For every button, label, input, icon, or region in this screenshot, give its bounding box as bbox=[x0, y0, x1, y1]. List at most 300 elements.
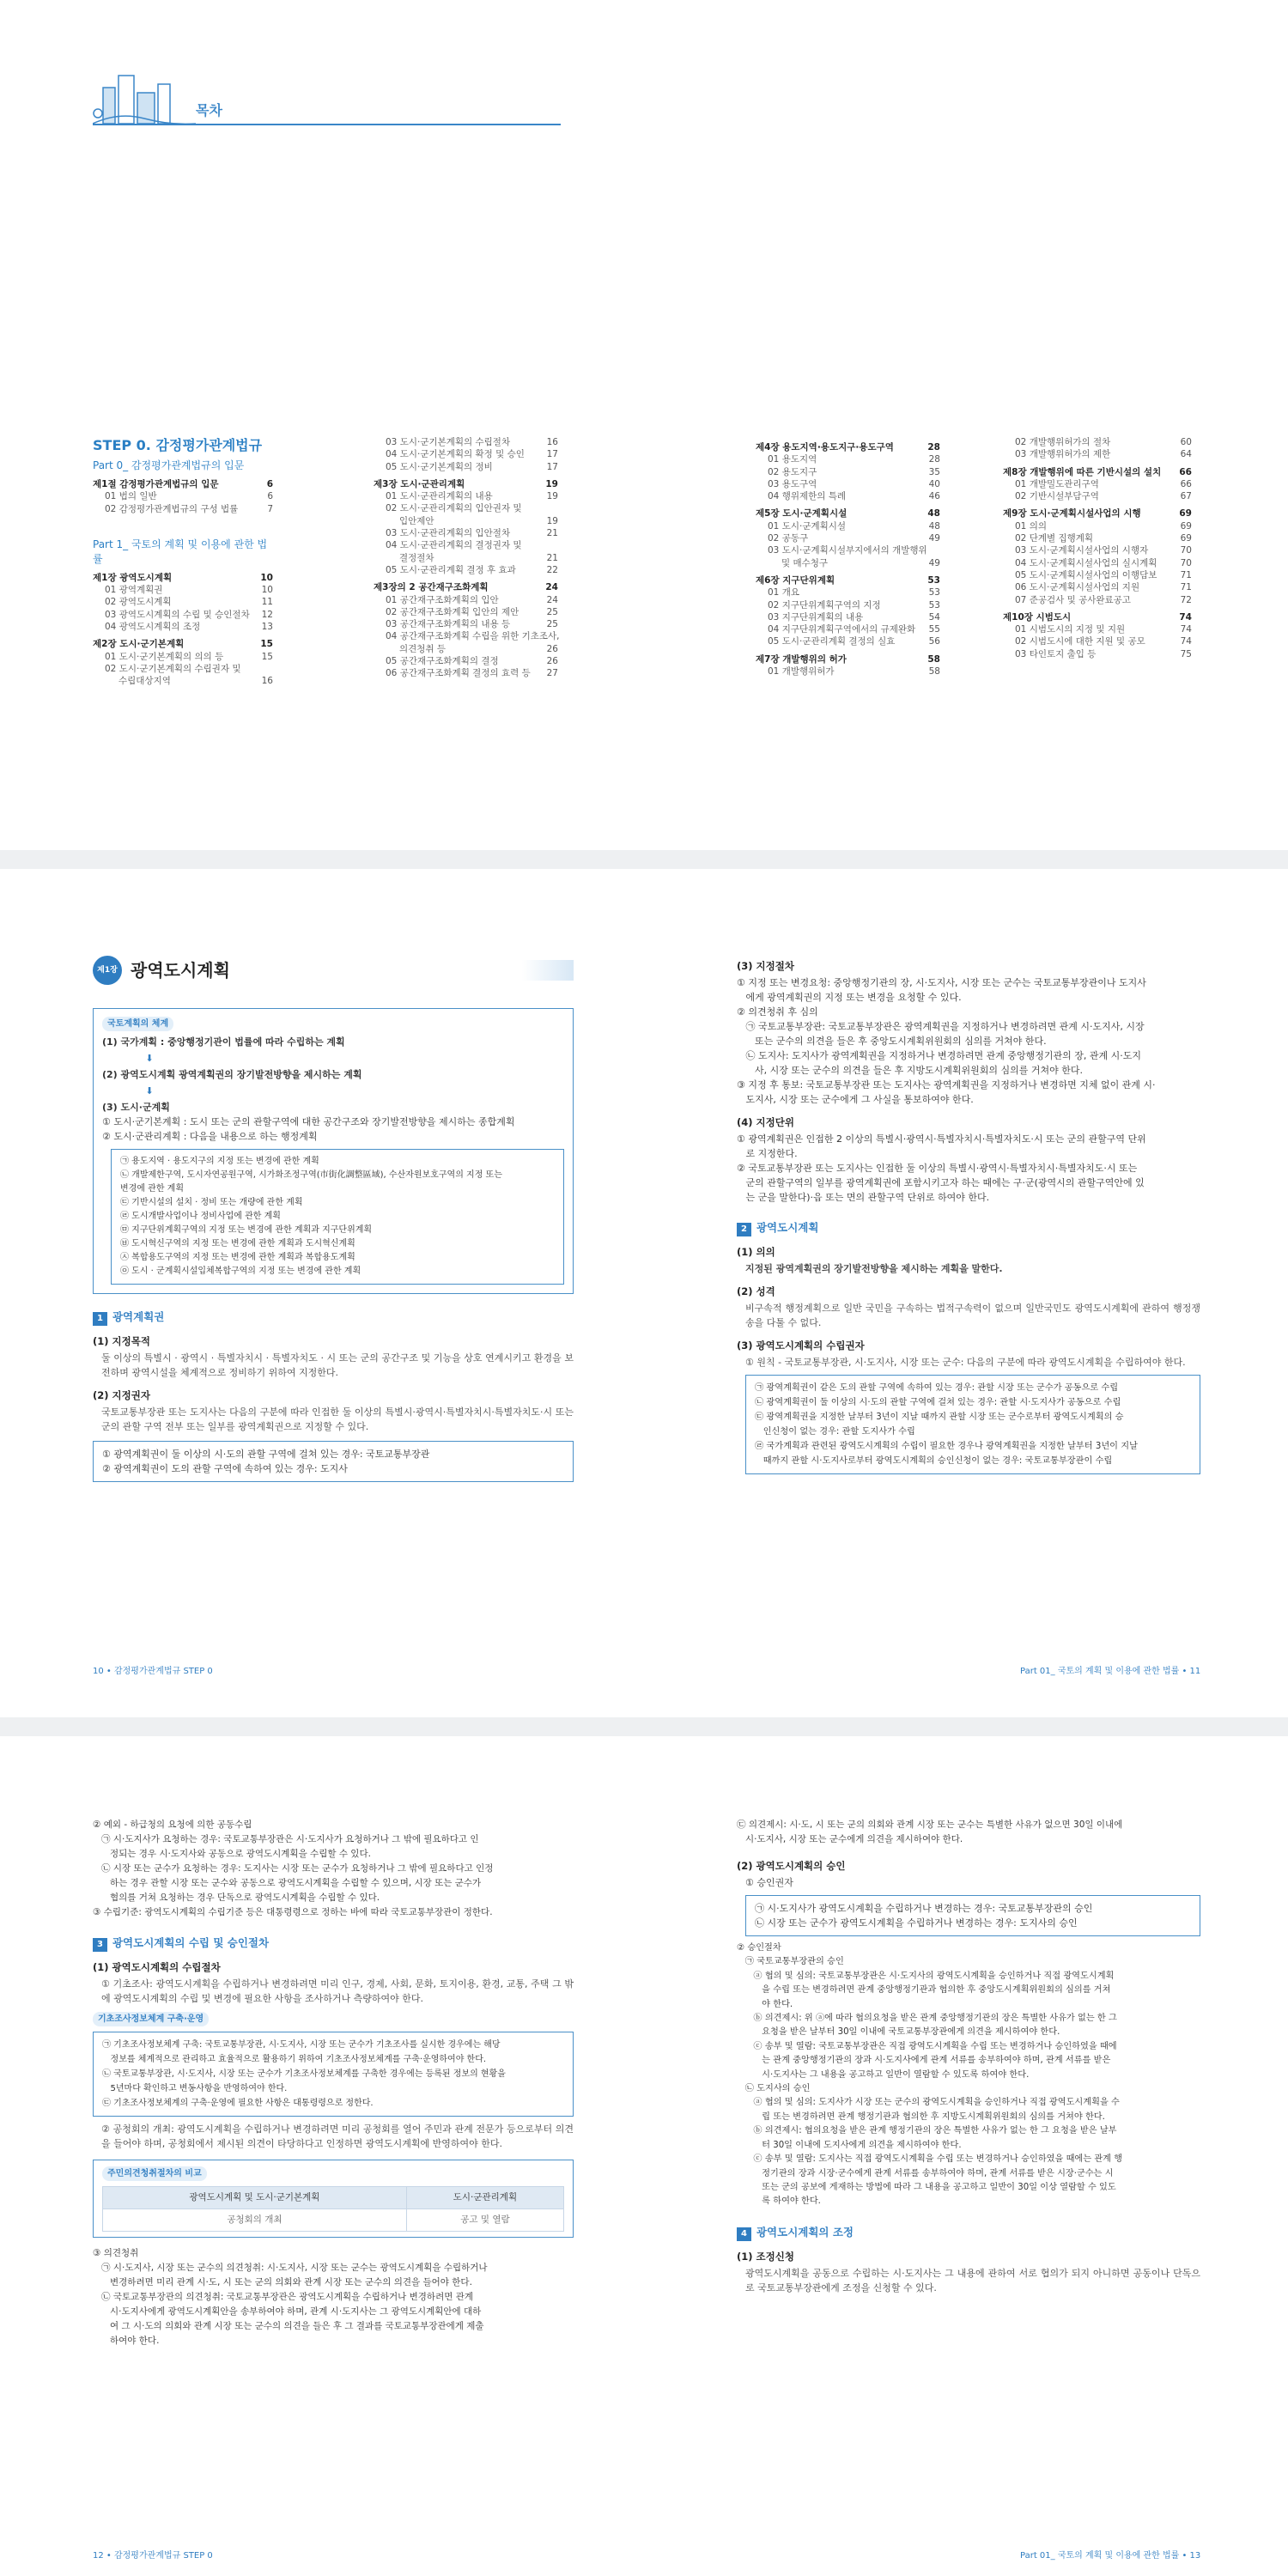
toc-section[interactable] bbox=[374, 502, 558, 514]
toc-page-number: 26 bbox=[546, 656, 558, 667]
toc-label: 04 도시·군관리계획의 결정권자 및 bbox=[386, 540, 522, 551]
toc-label: 02 감정평가관계법규의 구성 법률 bbox=[105, 503, 239, 514]
exception-list bbox=[93, 1818, 574, 1920]
toc-label: 제1절 감정평가관계법규의 입문 bbox=[93, 479, 219, 489]
toc-page-number: 74 bbox=[1180, 636, 1192, 647]
paragraph: 지정된 광역계획권의 장기발전방향을 제시하는 계획을 말한다. bbox=[745, 1263, 1003, 1274]
toc-section[interactable] bbox=[374, 527, 558, 539]
toc-section[interactable] bbox=[1003, 623, 1192, 635]
authority-line: ㉣ 국가계획과 관련된 광역도시계획의 수립이 필요한 경우나 광역계획권을 지정한 날부터 3년이 지날 bbox=[755, 1442, 1138, 1451]
toc-page-number: 60 bbox=[1180, 437, 1192, 447]
toc-page-number bbox=[559, 630, 574, 642]
toc-section[interactable] bbox=[374, 539, 558, 551]
toc-section[interactable] bbox=[93, 584, 273, 596]
toc-page-number: 48 bbox=[927, 508, 940, 519]
toc-page-number: 54 bbox=[928, 611, 940, 623]
text-line: ⓒ 송부 및 열람: 국토교통부장관은 직접 광역도시계획을 수립 또는 변경하거나 승인하였을 때에 bbox=[737, 2041, 1117, 2051]
toc-section[interactable] bbox=[374, 643, 558, 655]
text-line: ㉡ 국토교통부장관의 의견청취: 국토교통부장관은 광역도시계획을 수립하거나 변경하려면 관계 bbox=[93, 2292, 473, 2302]
toc-chapter[interactable] bbox=[756, 574, 940, 586]
toc-page-number: 71 bbox=[1180, 582, 1192, 593]
text-line: 여 그 시·도의 의회와 관계 시장 또는 군수의 의견을 들은 후 그 결과를 국토교통부장관에게 제출 bbox=[93, 2321, 484, 2331]
toc-label: 및 매수청구 bbox=[781, 557, 829, 568]
toc-label: 05 도시·군관리계획 결정 후 효과 bbox=[386, 564, 516, 575]
comparison-box bbox=[93, 2160, 574, 2238]
toc-chapter[interactable] bbox=[1003, 611, 1192, 623]
toc-section[interactable] bbox=[756, 599, 940, 611]
toc-label: 02 용도지구 bbox=[768, 466, 817, 477]
toc-page-number bbox=[258, 663, 273, 675]
toc-section[interactable] bbox=[93, 651, 273, 663]
text-line: 립 또는 변경하려면 관계 행정기관과 협의한 후 지방도시계획위원회의 심의를 거쳐야 한다. bbox=[737, 2111, 1105, 2122]
chapter-header bbox=[93, 955, 574, 986]
subheading: (2) 광역도시계획의 승인 bbox=[737, 1860, 846, 1872]
toc-label: 수립대상지역 bbox=[118, 676, 171, 687]
toc-section[interactable] bbox=[1003, 569, 1192, 581]
procedure-line: ② 의견청취 후 심의 bbox=[737, 1006, 818, 1018]
toc-page-number: 26 bbox=[546, 643, 558, 654]
paragraph: 광역도시계획을 공동으로 수립하는 시·도지사는 그 내용에 관하여 서로 협의가 되지 아니하면 공동이나 단독으로 국토교통부장관에게 조정을 신청할 수 있다. bbox=[745, 2267, 1200, 2293]
text-line: 변경하려면 미리 관계 시·도, 시 또는 군의 의회와 관계 시장 또는 군수의 의견을 들어야 한다. bbox=[93, 2277, 472, 2287]
toc-page-number: 21 bbox=[546, 552, 558, 563]
toc-section[interactable] bbox=[374, 490, 558, 502]
plan-item: ㉥ 도시혁신구역의 지정 또는 변경에 관한 계획과 도시혁신계획 bbox=[120, 1239, 355, 1249]
toc-label: 제8장 개발행위에 따른 기반시설의 설치 bbox=[1003, 466, 1162, 477]
toc-section[interactable] bbox=[1003, 490, 1192, 502]
designation-line: ① 광역계획권이 둘 이상의 시·도의 관할 구역에 걸쳐 있는 경우: 국토교통부장관 bbox=[102, 1449, 430, 1460]
toc-section[interactable] bbox=[756, 490, 940, 502]
procedure-line: ③ 지정 후 통보: 국토교통부장관 또는 도지사는 광역계획권을 지정하거나 변경하면 지체 없이 관계 시· bbox=[737, 1079, 1156, 1091]
toc-title: 목차 bbox=[196, 102, 222, 118]
toc-label: 02 시범도시에 대한 지원 및 공모 bbox=[1015, 636, 1145, 647]
approval-line: ㉡ 시장 또는 군수가 광역도시계획을 수립하거나 변경하는 경우: 도지사의 승인 bbox=[755, 1917, 1078, 1929]
toc-label: STEP 0. 감정평가관계법규 bbox=[93, 437, 263, 453]
toc-section[interactable] bbox=[93, 609, 273, 621]
toc-page-number: 28 bbox=[927, 442, 940, 453]
toc-page-number: 67 bbox=[1180, 491, 1192, 502]
management-plan-list bbox=[111, 1149, 564, 1285]
toc-label: 제6장 지구단위계획 bbox=[756, 574, 835, 586]
unit-line: ② 국토교통부장관 또는 도지사는 인접한 둘 이상의 특별시·광역시·특별자치시·특별자치도·시 또는 bbox=[737, 1163, 1138, 1174]
page-13 bbox=[737, 1818, 1200, 2295]
toc-page-number: 70 bbox=[1180, 557, 1192, 568]
section-badge: 2 bbox=[737, 1223, 751, 1236]
toc-section[interactable] bbox=[374, 667, 558, 679]
designation-line: ② 광역계획권이 도의 관할 구역에 속하여 있는 경우: 도지사 bbox=[102, 1463, 348, 1474]
toc-label: 01 도시·군기본계획의 의의 등 bbox=[105, 651, 224, 662]
plan-item: ㉠ 용도지역 · 용도지구의 지정 또는 변경에 관한 계획 bbox=[120, 1157, 319, 1166]
toc-page-number: 11 bbox=[261, 597, 273, 608]
toc-label: 01 법의 일반 bbox=[105, 491, 157, 502]
text-line: 하는 경우 관할 시장 또는 군수와 공동으로 광역도시계획을 수립할 수 있으며, 시장 또는 군수가 bbox=[93, 1878, 482, 1888]
toc-page-number: 16 bbox=[261, 676, 273, 687]
toc-label: 입안제안 bbox=[399, 515, 434, 526]
plan-item: ㉢ 기반시설의 설치 · 정비 또는 개량에 관한 계획 bbox=[120, 1198, 303, 1207]
toc-page-number bbox=[543, 539, 558, 551]
unit-line: 군의 관할구역의 일부를 광역계획권에 포함시키고자 하는 때에는 구·군(광역시의 관할구역안에 있 bbox=[737, 1177, 1145, 1188]
toc-page-number: 46 bbox=[928, 491, 940, 502]
section-title: 광역도시계획의 수립 및 승인절차 bbox=[112, 1936, 270, 1949]
text-line: ③ 의견청취 bbox=[93, 2248, 139, 2258]
section-badge: 1 bbox=[93, 1312, 107, 1326]
toc-section[interactable] bbox=[756, 453, 940, 465]
subheading: (4) 지정단위 bbox=[737, 1116, 794, 1128]
toc-page-number: 69 bbox=[1179, 508, 1192, 519]
toc-page-number: 10 bbox=[261, 585, 273, 596]
toc-label: 01 개발밀도관리구역 bbox=[1015, 478, 1099, 489]
toc-section[interactable] bbox=[374, 594, 558, 606]
toc-chapter[interactable] bbox=[756, 653, 940, 665]
toc-label: 02 단계별 집행계획 bbox=[1015, 533, 1094, 544]
table-cell: 공청회의 개최 bbox=[103, 2209, 407, 2232]
toc-label: 02 공간재구조화계획 입안의 제안 bbox=[386, 606, 519, 617]
toc-label: 03 타인토지 출입 등 bbox=[1015, 648, 1097, 659]
toc-page-number: 56 bbox=[928, 636, 940, 647]
toc-chapter[interactable] bbox=[756, 507, 940, 519]
toc-label: 04 도시·군계획시설사업의 실시계획 bbox=[1015, 557, 1157, 568]
toc-label: 제4장 용도지역·용도지구·용도구역 bbox=[756, 442, 894, 453]
table-header: 광역도시계획 및 도시·군기본계획 bbox=[103, 2187, 407, 2209]
text-line: ② 승인절차 bbox=[737, 1943, 781, 1953]
toc-page-number: 10 bbox=[260, 572, 273, 583]
toc-label: 01 의의 bbox=[1015, 520, 1047, 532]
toc-label: 제3장의 2 공간재구조화계획 bbox=[374, 582, 489, 593]
chapter-number: 제1장 bbox=[97, 965, 118, 975]
toc-column-2 bbox=[374, 436, 558, 680]
toc-section[interactable] bbox=[93, 675, 273, 687]
toc-label: 06 공간재구조화계획 결정의 효력 등 bbox=[386, 668, 531, 679]
text-line: ㉡ 시장 또는 군수가 요청하는 경우: 도지사는 시장 또는 군수가 요청하거나 그 밖에 필요하다고 인정 bbox=[93, 1863, 494, 1874]
toc-chapter[interactable] bbox=[93, 572, 273, 584]
subheading: (1) 조정신청 bbox=[737, 2250, 794, 2263]
toc-label: 02 개발행위허가의 절차 bbox=[1015, 437, 1111, 447]
toc-section[interactable] bbox=[1003, 635, 1192, 647]
toc-label: 04 지구단위계획구역에서의 규제완화 bbox=[768, 624, 916, 635]
toc-section[interactable] bbox=[1003, 594, 1192, 606]
text-line: 하여야 한다. bbox=[93, 2336, 160, 2346]
plan-item: 변경에 관한 계획 bbox=[120, 1184, 184, 1194]
page-divider bbox=[0, 1717, 1288, 1736]
text-line: ㉢ 의견제시: 시·도, 시 또는 군의 의회와 관계 시장 또는 군수는 특별한 사유가 없으면 30일 이내에 bbox=[737, 1820, 1123, 1830]
toc-label: 04 공간재구조화계획 수립을 위한 기초조사, bbox=[386, 631, 560, 642]
toc-section[interactable] bbox=[756, 478, 940, 490]
plan-item: ㉣ 도시개발사업이나 정비사업에 관한 계획 bbox=[120, 1212, 281, 1221]
unit-line: 로 지정한다. bbox=[737, 1148, 798, 1159]
toc-section[interactable] bbox=[374, 630, 558, 642]
section-title: 광역계획권 bbox=[112, 1310, 165, 1323]
procedure-line: 에게 광역계획권의 지정 또는 변경을 요청할 수 있다. bbox=[737, 992, 962, 1003]
toc-page-number: 55 bbox=[928, 624, 940, 635]
toc-section[interactable] bbox=[93, 503, 273, 515]
toc-column-3 bbox=[756, 436, 940, 677]
toc-label: 02 지구단위계획구역의 지정 bbox=[768, 599, 881, 611]
info-system-line: ㉢ 기초조사정보체계의 구축·운영에 필요한 사항은 대통령령으로 정한다. bbox=[102, 2099, 374, 2108]
toc-page-number: 48 bbox=[928, 520, 940, 532]
toc-step[interactable] bbox=[93, 436, 273, 455]
paragraph: 비구속적 행정계획으로 일반 국민을 구속하는 법적구속력이 없으며 일반국민도 광역도시계획에 관하여 행정쟁송을 다툴 수 없다. bbox=[745, 1303, 1200, 1328]
toc-page-number: 24 bbox=[545, 582, 558, 593]
toc-chapter[interactable] bbox=[93, 478, 273, 490]
chapter-decoration-icon bbox=[522, 960, 574, 981]
toc-label: 03 용도구역 bbox=[768, 478, 817, 489]
toc-label: 03 도시·군관리계획의 입안절차 bbox=[386, 528, 511, 539]
toc-label: 03 광역도시계획의 수립 및 승인절차 bbox=[105, 609, 250, 620]
toc-section[interactable] bbox=[1003, 478, 1192, 490]
toc-page-number: 53 bbox=[928, 599, 940, 611]
toc-chapter[interactable] bbox=[93, 638, 273, 650]
text-line: ⓒ 송부 및 열람: 도지사는 직접 광역도시계획을 수립 또는 변경하거나 승인하였을 때에는 관계 행 bbox=[737, 2154, 1123, 2165]
text-line: ⓑ 의견제시: 위 ⓐ에 따라 협의요청을 받은 관계 중앙행정기관의 장은 특별한 사유가 없는 한 그 bbox=[737, 2014, 1117, 2024]
toc-section[interactable] bbox=[1003, 532, 1192, 544]
paragraph: 국토교통부장관 또는 도지사는 다음의 구분에 따라 인접한 둘 이상의 특별시·광역시·특별자치시·특별자치도·시 또는 군의 관할 구역 전부 또는 일부를 광역계획권으로 지정할 수 있다. bbox=[101, 1406, 574, 1432]
toc-section[interactable] bbox=[93, 596, 273, 608]
toc-section[interactable] bbox=[374, 655, 558, 667]
page-number-right: Part 01_ 국토의 계획 및 이용에 관한 법률 • 13 bbox=[1020, 2551, 1201, 2561]
page-11 bbox=[737, 959, 1200, 1479]
toc-page-number: 13 bbox=[261, 622, 273, 633]
info-system-line: 5년마다 확인하고 변동사항을 반영하여야 한다. bbox=[102, 2084, 288, 2093]
approval-label: ① 승인권자 bbox=[745, 1877, 793, 1888]
system-line: ② 도시·군관리계획 : 다음을 내용으로 하는 행정계획 bbox=[102, 1131, 318, 1142]
plan-item: ㉤ 지구단위계획구역의 지정 또는 변경에 관한 계획과 지구단위계획 bbox=[120, 1225, 373, 1235]
toc-section[interactable] bbox=[93, 490, 273, 502]
authority-box bbox=[745, 1375, 1200, 1474]
toc-page-number: 69 bbox=[1180, 520, 1192, 532]
procedure-line: 또는 군수의 의견을 들은 후 중앙도시계획위원회의 심의를 거쳐야 한다. bbox=[737, 1036, 1047, 1047]
toc-section[interactable] bbox=[756, 611, 940, 623]
toc-page-number: 25 bbox=[546, 619, 558, 630]
toc-section[interactable] bbox=[1003, 448, 1192, 460]
toc-section[interactable] bbox=[756, 532, 940, 544]
toc-section[interactable] bbox=[1003, 648, 1192, 660]
toc-chapter[interactable] bbox=[374, 581, 558, 593]
unit-line: 는 군을 말한다)·읍 또는 면의 관할구역 단위로 하여야 한다. bbox=[737, 1192, 990, 1203]
toc-part[interactable] bbox=[93, 538, 273, 567]
down-arrow-icon: ⬇ bbox=[145, 1085, 154, 1097]
toc-page-number: 74 bbox=[1180, 624, 1192, 635]
subheading: (2) 지정권자 bbox=[93, 1389, 150, 1401]
approval-procedure-list bbox=[737, 1941, 1200, 2209]
toc-label: 04 도시·군기본계획의 확정 및 승인 bbox=[386, 449, 525, 460]
subheading: (1) 의의 bbox=[737, 1246, 775, 1258]
toc-part[interactable] bbox=[93, 459, 273, 473]
authority-line: 인신청이 없는 경우: 관할 도지사가 수립 bbox=[755, 1427, 915, 1437]
toc-label: 02 도시·군기본계획의 수립권자 및 bbox=[105, 663, 241, 674]
toc-label: 02 공동구 bbox=[768, 533, 809, 544]
designation-box bbox=[93, 1441, 574, 1482]
toc-section[interactable] bbox=[93, 663, 273, 675]
info-system-tag: 기초조사정보체계 구축·운영 bbox=[93, 2012, 209, 2026]
toc-label: 01 광역계획권 bbox=[105, 585, 163, 596]
toc-label: 02 도시·군관리계획의 입안권자 및 bbox=[386, 503, 522, 514]
toc-page-number: 27 bbox=[546, 668, 558, 679]
city-logo-icon bbox=[93, 69, 196, 125]
toc-page-number: 66 bbox=[1180, 478, 1192, 489]
toc-section[interactable] bbox=[374, 436, 558, 448]
toc-label: 01 도시·군계획시설 bbox=[768, 520, 847, 532]
toc-section[interactable] bbox=[756, 466, 940, 478]
text-line: 을 수립 또는 변경하려면 관계 중앙행정기관과 협의한 후 중앙도시계획위원회의 심의를 거쳐 bbox=[737, 1985, 1111, 1996]
toc-page-number: 72 bbox=[1180, 594, 1192, 605]
toc-label: 03 지구단위계획의 내용 bbox=[768, 611, 864, 623]
toc-page-number: 35 bbox=[928, 466, 940, 477]
chapter-title: 광역도시계획 bbox=[131, 959, 230, 981]
text-line: 터 30일 이내에 도지사에게 의견을 제시하여야 한다. bbox=[737, 2140, 962, 2150]
toc-page-number: 25 bbox=[546, 606, 558, 617]
toc-label: 제2장 도시·군기본계획 bbox=[93, 639, 185, 650]
toc-section[interactable] bbox=[756, 520, 940, 532]
toc-section[interactable] bbox=[374, 461, 558, 473]
toc-page-number: 16 bbox=[546, 437, 558, 447]
system-box bbox=[93, 1008, 574, 1294]
toc-label: 제1장 광역도시계획 bbox=[93, 572, 173, 583]
procedure-line: 도지사, 시장 또는 군수에게 그 사실을 통보하여야 한다. bbox=[737, 1094, 974, 1105]
toc-section[interactable] bbox=[93, 621, 273, 633]
toc-page-number: 19 bbox=[545, 478, 558, 489]
toc-page-number: 69 bbox=[1180, 533, 1192, 544]
toc-label: 07 준공검사 및 공사완료공고 bbox=[1015, 594, 1131, 605]
paragraph: 둘 이상의 특별시 · 광역시 · 특별자치시 · 특별자치도 · 시 또는 군의 공간구조 및 기능을 상호 연계시키고 환경을 보전하며 광역시설을 체계적으로 정비하기 위하여 지정한다. bbox=[101, 1352, 574, 1378]
section-heading bbox=[93, 1309, 574, 1326]
unit-list bbox=[737, 1132, 1200, 1205]
toc-label: 04 광역도시계획의 조정 bbox=[105, 622, 201, 633]
paragraph: ① 기초조사: 광역도시계획을 수립하거나 변경하려면 미리 인구, 경제, 사회, 문화, 토지이용, 환경, 교통, 주택 그 밖에 광역도시계획의 수립 및 변경에 필요한 사항을 조사하거나 측량하여야 한다. bbox=[101, 1978, 574, 2004]
table-header: 도시·군관리계획 bbox=[406, 2187, 563, 2209]
toc-chapter[interactable] bbox=[1003, 507, 1192, 519]
section-heading bbox=[93, 1935, 574, 1952]
text-line: ㉡ 도지사의 승인 bbox=[737, 2084, 811, 2094]
toc-section[interactable] bbox=[1003, 436, 1192, 448]
toc-section[interactable] bbox=[374, 564, 558, 576]
toc-section[interactable] bbox=[1003, 544, 1192, 556]
authority-line: ㉡ 광역계획권이 둘 이상의 시·도의 관할 구역에 걸쳐 있는 경우: 관할 시·도지사가 공동으로 수립 bbox=[755, 1398, 1121, 1407]
toc-section[interactable] bbox=[374, 606, 558, 618]
toc-chapter[interactable] bbox=[374, 478, 558, 490]
toc-page-number: 53 bbox=[927, 574, 940, 586]
system-line: (2) 광역도시계획 광역계획권의 장기발전방향을 제시하는 계획 bbox=[102, 1069, 362, 1080]
spread-10-11 bbox=[0, 869, 1288, 1717]
section-heading bbox=[737, 1220, 1200, 1236]
toc-page-number: 24 bbox=[546, 594, 558, 605]
toc-section[interactable] bbox=[374, 618, 558, 630]
toc-page-number: 19 bbox=[546, 515, 558, 526]
toc-label: 01 공간재구조화계획의 입안 bbox=[386, 594, 499, 605]
toc-label: 제9장 도시·군계획시설사업의 시행 bbox=[1003, 508, 1141, 519]
toc-label: 05 도시·군계획시설사업의 이행담보 bbox=[1015, 569, 1157, 580]
toc-section[interactable] bbox=[1003, 581, 1192, 593]
toc-page-number: 71 bbox=[1180, 569, 1192, 580]
page-number-left: 10 • 감정평가관계법규 STEP 0 bbox=[93, 1667, 213, 1676]
authority-line: 때까지 관할 시·도지사로부터 광역도시계획의 승인신청이 없는 경우: 국토교통부장관이 수립 bbox=[755, 1456, 1113, 1466]
approval-box bbox=[745, 1895, 1200, 1936]
comparison-table bbox=[102, 2186, 564, 2232]
toc-page-number: 28 bbox=[928, 454, 940, 465]
toc-page-number: 70 bbox=[1180, 545, 1192, 556]
info-system-line: 정보를 체계적으로 관리하고 효율적으로 활용하기 위하여 기초조사정보체계를 구축·운영하여야 한다. bbox=[102, 2055, 487, 2064]
toc-page-number: 53 bbox=[928, 587, 940, 598]
toc-gap bbox=[93, 515, 273, 534]
chapter-circle bbox=[93, 956, 122, 985]
toc-page-number: 7 bbox=[267, 503, 273, 514]
toc-page-number bbox=[927, 544, 943, 556]
toc-chapter[interactable] bbox=[756, 441, 940, 453]
toc-section[interactable] bbox=[756, 665, 940, 677]
toc-page-number: 15 bbox=[260, 639, 273, 650]
procedure-list bbox=[737, 975, 1200, 1107]
toc-page-number: 6 bbox=[267, 491, 273, 502]
text-line: 요청을 받은 날부터 30일 이내에 국토교통부장관에게 의견을 제시하여야 한다. bbox=[737, 2027, 1060, 2038]
toc-label: 01 개발행위허가 bbox=[768, 666, 835, 677]
toc-page-number: 75 bbox=[1180, 648, 1192, 659]
toc-column-4 bbox=[1003, 436, 1192, 660]
section-title: 광역도시계획의 조정 bbox=[756, 2225, 854, 2239]
toc-page-number: 49 bbox=[928, 533, 940, 544]
toc-page bbox=[0, 0, 1288, 850]
toc-section[interactable] bbox=[1003, 557, 1192, 569]
toc-section[interactable] bbox=[374, 552, 558, 564]
toc-page-number: 6 bbox=[266, 479, 273, 489]
section-title: 광역도시계획 bbox=[756, 1221, 819, 1234]
text-line: 또는 군의 공보에 게재하는 방법에 따라 그 내용을 공고하고 일반이 30일 이상 열람할 수 있도 bbox=[737, 2182, 1116, 2192]
toc-section[interactable] bbox=[1003, 520, 1192, 532]
toc-chapter[interactable] bbox=[1003, 466, 1192, 478]
text-line: ③ 수립기준: 광역도시계획의 수립기준 등은 대통령령으로 정하는 바에 따라 국토교통부장관이 정한다. bbox=[93, 1907, 493, 1917]
toc-page-number: 19 bbox=[546, 491, 558, 502]
text-line: ⓐ 협의 및 심의: 국토교통부장관은 시·도지사의 광역도시계획을 승인하거나 직접 광역도시계획 bbox=[737, 1971, 1115, 1981]
toc-section[interactable] bbox=[756, 557, 940, 569]
toc-label: 01 시범도시의 지정 및 지원 bbox=[1015, 624, 1126, 635]
page-10 bbox=[93, 955, 574, 1487]
toc-label: 03 도시·군기본계획의 수립절차 bbox=[386, 437, 511, 447]
subheading: (3) 광역도시계획의 수립권자 bbox=[737, 1340, 865, 1352]
section-badge: 3 bbox=[93, 1938, 107, 1952]
plan-item: ㉦ 복합용도구역의 지정 또는 변경에 관한 계획과 복합용도계획 bbox=[120, 1253, 355, 1262]
procedure-line: ① 지정 또는 변경요청: 중앙행정기관의 장, 시·도지사, 시장 또는 군수는 국토교통부장관이나 도지사 bbox=[737, 977, 1146, 988]
text-line: 협의를 거쳐 요청하는 경우 단독으로 광역도시계획을 수립할 수 있다. bbox=[93, 1893, 380, 1903]
toc-section[interactable] bbox=[756, 635, 940, 647]
page-divider bbox=[0, 850, 1288, 869]
toc-section[interactable] bbox=[756, 586, 940, 598]
toc-label: 제10장 시범도시 bbox=[1003, 611, 1072, 623]
toc-section[interactable] bbox=[374, 515, 558, 527]
toc-label: 05 도시·군기본계획의 정비 bbox=[386, 461, 493, 472]
toc-page-number: 74 bbox=[1179, 611, 1192, 623]
toc-label: Part 0_ 감정평가관계법규의 입문 bbox=[93, 459, 245, 471]
toc-page-number: 58 bbox=[928, 666, 940, 677]
approval-line: ㉠ 시·도지사가 광역도시계획을 수립하거나 변경하는 경우: 국토교통부장관의 승인 bbox=[755, 1903, 1093, 1914]
page-number-right: Part 01_ 국토의 계획 및 이용에 관한 법률 • 11 bbox=[1020, 1667, 1201, 1676]
toc-label: 02 광역도시계획 bbox=[105, 597, 172, 608]
unit-line: ① 광역계획권은 인접한 2 이상의 특별시·광역시·특별자치시·특별자치도·시 또는 군의 관할구역 단위 bbox=[737, 1133, 1146, 1145]
opinion-list bbox=[93, 2246, 574, 2348]
toc-label: 03 도시·군계획시설부지에서의 개발행위 bbox=[768, 545, 927, 556]
toc-page-number: 66 bbox=[1179, 466, 1192, 477]
subheading: (2) 성격 bbox=[737, 1285, 775, 1297]
toc-section[interactable] bbox=[374, 448, 558, 460]
toc-label: 01 용도지역 bbox=[768, 454, 817, 465]
system-tag: 국토계획의 체계 bbox=[102, 1017, 173, 1031]
section-badge: 4 bbox=[737, 2227, 751, 2241]
paragraph: ① 원칙 - 국토교통부장관, 시·도지사, 시장 또는 군수: 다음의 구분에 따라 광역도시계획을 수립하여야 한다. bbox=[745, 1357, 1186, 1368]
text-line: ⓐ 협의 및 심의: 도지사가 시장 또는 군수의 광역도시계획을 승인하거나 직접 광역도시계획을 수 bbox=[737, 2098, 1120, 2108]
spread-12-13 bbox=[0, 1736, 1288, 2576]
info-system-line: ㉠ 기초조사정보체계 구축: 국토교통부장관, 시·도지사, 시장 또는 군수가 기초조사를 실시한 경우에는 해당 bbox=[102, 2040, 501, 2050]
toc-section[interactable] bbox=[756, 623, 940, 635]
system-line: (3) 도시·군계획 bbox=[102, 1102, 170, 1113]
plan-item: ㉡ 개발제한구역, 도시자연공원구역, 시가화조정구역(市街化調整區域), 수산자원보호구역의 지정 또는 bbox=[120, 1170, 502, 1180]
toc-section[interactable] bbox=[756, 544, 940, 556]
text-line: ⓑ 의견제시: 협의요청을 받은 관계 행정기관의 장은 특별한 사유가 없는 한 그 요청을 받은 날부 bbox=[737, 2126, 1117, 2136]
